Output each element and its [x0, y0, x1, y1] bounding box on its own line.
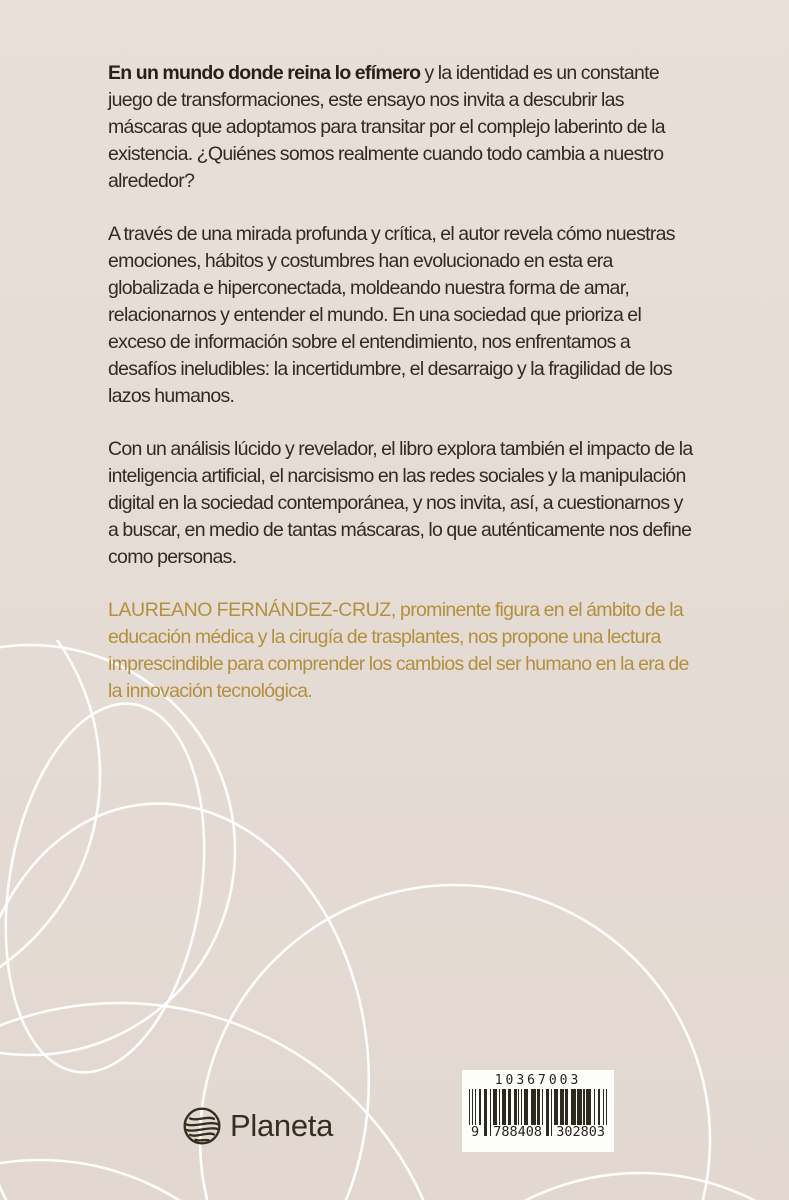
synopsis-paragraph-3: Con un análisis lúcido y revelador, el libro explora también el impacto de la inteligencia artificial, el narcisismo en las redes sociales y la manipulación digital en la sociedad contemporánea, y nos invita, así, a cuestionarnos y a buscar, en medio de tantas máscaras, lo que auténticamente nos define como personas. — [108, 438, 693, 568]
author-name: LAUREANO FERNÁNDEZ-CRUZ, — [108, 599, 396, 621]
isbn-group-2: 788408 — [493, 1124, 543, 1140]
author-note — [108, 597, 694, 705]
circles-pattern-graphic — [0, 640, 789, 1200]
synopsis-paragraph-2: A través de una mirada profunda y crítica, el autor revela cómo nuestras emociones, hábitos y costumbres han evolucionado en esta era globalizada e hiperconectada, moldeando nuestra forma de amar, relacionarnos y entender el mundo. En una sociedad que prioriza el exceso de información sobre el entendimiento, nos enfrentamos a desafíos ineludibles: la incertidumbre, el desarraigo y la fragilidad de los lazos humanos. — [108, 223, 675, 407]
barcode-top-number: 10367003 — [494, 1073, 582, 1088]
synopsis-paragraph-1 — [108, 60, 694, 195]
barcode-isbn-number — [469, 1125, 607, 1140]
author-note-rest: prominente figura en el ámbito de la educación médica y la cirugía de trasplantes, nos propone una lectura imprescindible para comprender los cambios del ser humano en la era de la innovación tecnológica. — [108, 599, 689, 702]
planeta-logo — [182, 1106, 333, 1146]
synopsis-lead-bold: En un mundo donde reina lo efímero — [108, 62, 421, 84]
isbn-group-3: 302803 — [556, 1124, 605, 1140]
barcode — [462, 1070, 614, 1152]
synopsis-text-block — [108, 60, 694, 705]
planeta-wordmark: Planeta — [230, 1107, 334, 1143]
decorative-circles — [0, 640, 789, 1200]
isbn-group-1: 9 — [471, 1124, 480, 1140]
globe-icon — [182, 1106, 222, 1146]
synopsis-paragraph-1-rest: y la identidad es un constante juego de transformaciones, este ensayo nos invita a descubrir las máscaras que adoptamos para transitar por el complejo laberinto de la existencia. ¿Quiénes somos realmente cuando todo cambia a nuestro alrededor? — [108, 62, 665, 192]
